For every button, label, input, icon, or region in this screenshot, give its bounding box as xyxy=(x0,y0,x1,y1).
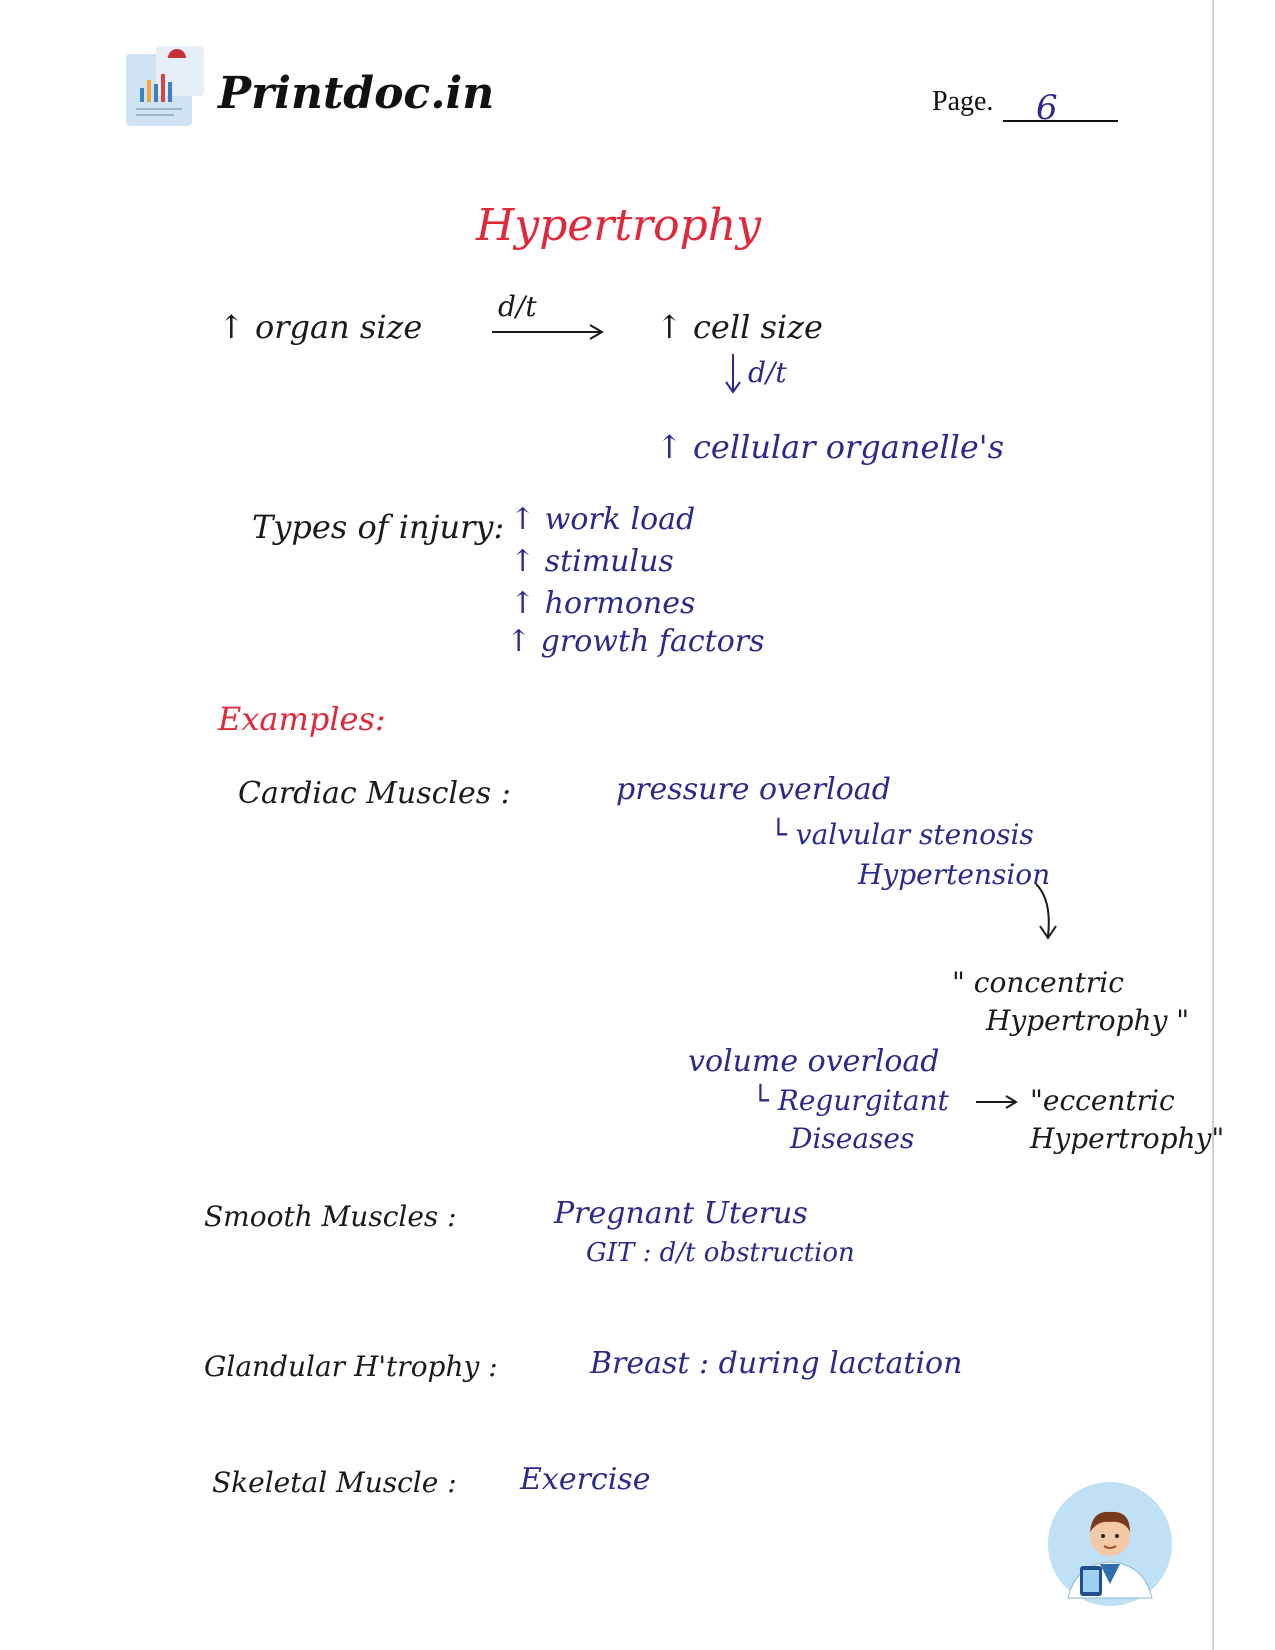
cardiac-label: Cardiac Muscles : xyxy=(238,776,511,811)
cardiac-pressure-sub2: Hypertension xyxy=(858,858,1051,891)
definition-left: ↑ organ size xyxy=(218,308,423,346)
types-item: ↑ work load xyxy=(510,502,696,537)
page-edge-line xyxy=(1212,0,1214,1650)
curved-down-arrow-icon xyxy=(1030,880,1066,944)
cardiac-volume: volume overload xyxy=(688,1044,940,1079)
types-item: ↑ hormones xyxy=(510,586,696,621)
right-arrow-icon xyxy=(490,322,610,342)
types-item: ↑ stimulus xyxy=(510,544,674,579)
page-label: Page. xyxy=(932,86,994,117)
smooth-value2: GIT : d/t obstruction xyxy=(586,1238,855,1268)
definition-bottom: ↑ cellular organelle's xyxy=(656,428,1004,466)
skeletal-value: Exercise xyxy=(520,1462,651,1497)
cardiac-eccentric-line2: Hypertrophy" xyxy=(1030,1122,1225,1155)
smooth-label: Smooth Muscles : xyxy=(204,1200,457,1233)
page-title: Hypertrophy xyxy=(476,200,762,251)
doctor-avatar-icon xyxy=(1046,1480,1174,1608)
cardiac-pressure: pressure overload xyxy=(616,772,891,807)
cardiac-concentric-line2: Hypertrophy " xyxy=(986,1004,1190,1037)
cardiac-volume-sub2: Diseases xyxy=(790,1122,915,1155)
cardiac-volume-sub1: └ Regurgitant xyxy=(752,1084,949,1117)
definition-arrow-label: d/t xyxy=(498,290,537,323)
skeletal-label: Skeletal Muscle : xyxy=(212,1466,457,1499)
definition-down-label: d/t xyxy=(748,356,787,389)
definition-right: ↑ cell size xyxy=(656,308,823,346)
cardiac-eccentric-line1: "eccentric xyxy=(1030,1084,1175,1117)
page-number: 6 xyxy=(1036,88,1058,128)
glandular-label: Glandular H'trophy : xyxy=(204,1350,498,1383)
page-number-rule xyxy=(1003,120,1118,122)
glandular-value: Breast : during lactation xyxy=(590,1346,963,1381)
types-label: Types of injury: xyxy=(252,508,505,546)
brand-name: Printdoc.in xyxy=(218,68,495,119)
types-item: ↑ growth factors xyxy=(506,624,765,659)
down-arrow-icon xyxy=(722,352,744,396)
cardiac-pressure-sub1: └ valvular stenosis xyxy=(770,818,1034,851)
printdoc-logo-icon xyxy=(122,44,210,132)
cardiac-concentric-line1: " concentric xyxy=(952,966,1124,999)
smooth-value: Pregnant Uterus xyxy=(554,1196,808,1231)
examples-heading: Examples: xyxy=(218,700,386,738)
right-arrow-icon xyxy=(974,1094,1020,1110)
